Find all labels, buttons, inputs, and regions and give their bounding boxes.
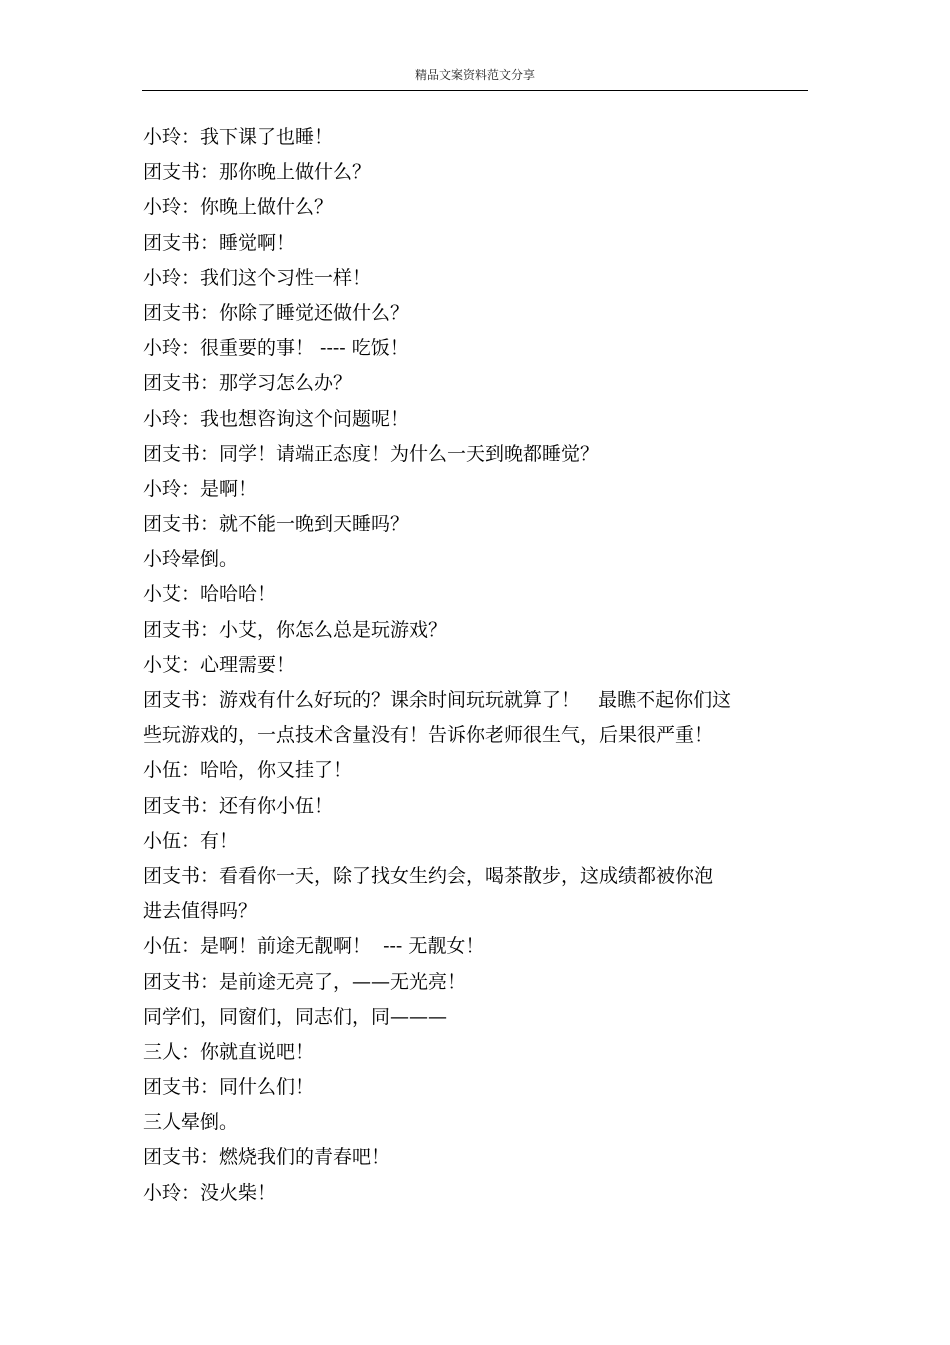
dialogue-line: 团支书：那学习怎么办？: [143, 372, 353, 395]
dialogue-line: 团支书：同学！请端正态度！为什么一天到晚都睡觉？: [143, 442, 600, 465]
dialogue-line: 同学们，同窗们，同志们，同———: [143, 1005, 448, 1028]
dialogue-line: 团支书：就不能一晚到天睡吗？: [143, 513, 410, 536]
dialogue-line: 些玩游戏的，一点技术含量没有！告诉你老师很生气，后果很严重！: [143, 724, 714, 747]
dialogue-line: 小玲：很重要的事！ ---- 吃饭！: [143, 337, 409, 360]
dialogue-line: 小玲：没火柴！: [143, 1181, 277, 1204]
dialogue-line: 小玲：是啊！: [143, 477, 258, 500]
dialogue-line: 进去值得吗？: [143, 900, 258, 923]
dialogue-line: 小伍：是啊！前途无靓啊！ --- 无靓女！: [143, 935, 485, 958]
dialogue-line: 团支书：游戏有什么好玩的？课余时间玩玩就算了！ 最瞧不起你们这: [143, 689, 732, 711]
page-header-title: 精品文案资料范文分享: [414, 68, 535, 82]
dialogue-line: 小艾：哈哈哈！: [143, 583, 277, 606]
dialogue-line: 小艾：心理需要！: [143, 653, 296, 676]
dialogue-line: 团支书：看看你一天，除了找女生约会，喝茶散步，这成绩都被你泡: [143, 864, 714, 887]
dialogue-line: 小玲：我下课了也睡！: [143, 126, 334, 148]
dialogue-line: 团支书：还有你小伍！: [143, 794, 334, 817]
dialogue-line: 团支书：那你晚上做什么？: [143, 161, 372, 184]
dialogue-line: 小玲：我也想咨询这个问题呢！: [143, 407, 410, 430]
dialogue-line: 团支书：燃烧我们的青春吧！: [143, 1146, 391, 1169]
dialogue-line: 团支书：你除了睡觉还做什么？: [143, 301, 410, 324]
dialogue-line: 三人：你就直说吧！: [143, 1040, 315, 1063]
dialogue-line: 团支书：小艾，你怎么总是玩游戏？: [143, 618, 448, 641]
dialogue-line: 小伍：哈哈，你又挂了！: [143, 759, 353, 782]
dialogue-line: 团支书：睡觉啊！: [143, 231, 296, 254]
dialogue-line: 小玲：我们这个习性一样！: [143, 266, 372, 289]
dialogue-line: 小玲晕倒。: [143, 548, 239, 571]
dialogue-line: 三人晕倒。: [143, 1111, 239, 1134]
dialogue-line: 团支书：是前途无亮了，——无光亮！: [143, 970, 467, 993]
dialogue-line: 小伍：有！: [143, 829, 239, 852]
dialogue-body: [143, 120, 808, 1211]
header-divider: [142, 90, 808, 91]
dialogue-line: 团支书：同什么们！: [143, 1076, 315, 1099]
dialogue-line: 小玲：你晚上做什么？: [143, 196, 334, 219]
